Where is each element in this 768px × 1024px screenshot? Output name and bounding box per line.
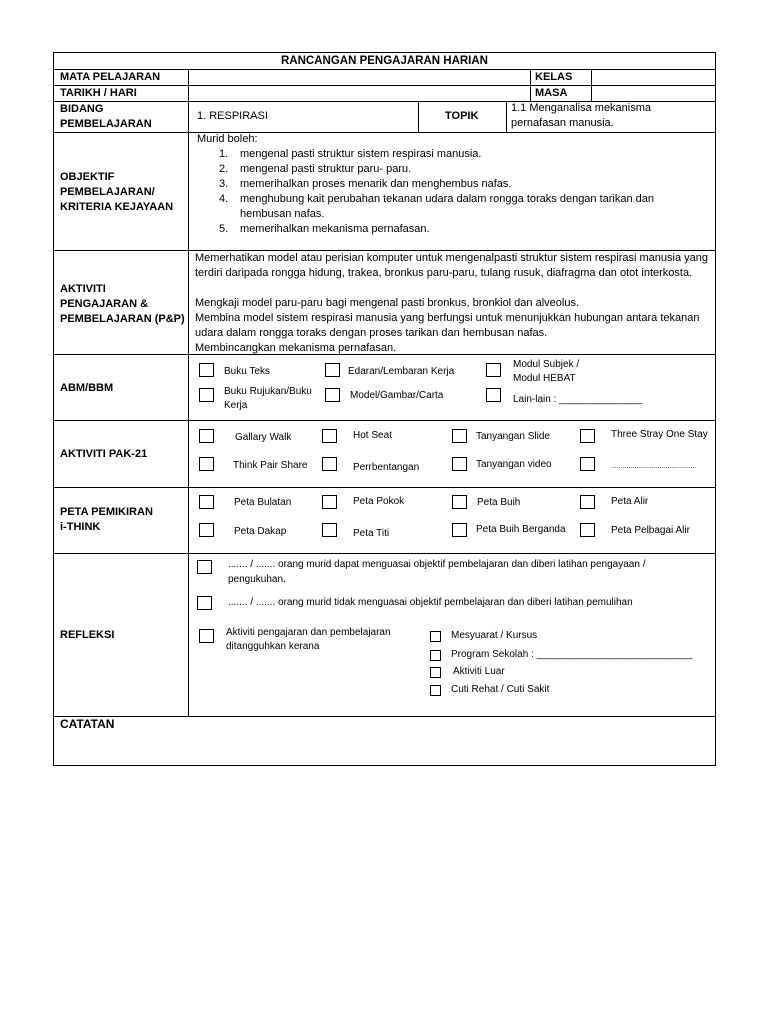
lesson-plan-form xyxy=(53,52,716,766)
cuti-checkbox[interactable] xyxy=(430,685,441,696)
perrbentangan-option: Perrbentangan xyxy=(353,462,420,473)
list-item: 3. memerihalkan proses menarik dan menghembus nafas. xyxy=(219,178,512,190)
think-pair-checkbox[interactable] xyxy=(199,457,214,471)
program-option[interactable]: Program Sekolah : ____________________________ xyxy=(451,649,693,660)
buku-teks-option: Buku Teks xyxy=(224,366,270,377)
peta-pelbagai-alir-checkbox[interactable] xyxy=(580,523,595,537)
three-stray-option: Three Stray One Stay xyxy=(611,429,708,440)
tayangan-video-checkbox[interactable] xyxy=(452,457,467,471)
gallery-walk-option: Gallary Walk xyxy=(235,432,292,443)
other-pak21-checkbox[interactable] xyxy=(580,457,595,471)
page-title: RANCANGAN PENGAJARAN HARIAN xyxy=(280,55,488,67)
column-divider xyxy=(188,69,189,716)
program-checkbox[interactable] xyxy=(430,650,441,661)
catatan-label: CATATAN xyxy=(60,717,115,731)
peta-dakap-option: Peta Dakap xyxy=(234,526,287,537)
topik-value: 1.1 Menganalisa mekanisma xyxy=(511,102,652,114)
objektif-intro: Murid boleh: xyxy=(197,133,258,145)
ithink-label: PETA PEMIKIRAN xyxy=(60,506,153,518)
row-divider xyxy=(54,716,715,717)
objektif-label: KRITERIA KEJAYAAN xyxy=(60,201,174,213)
aktiviti-paragraph: Mengkaji model paru-paru bagi mengenal pasti bronkus, bronkiol dan alveolus. xyxy=(195,297,580,309)
refleksi-tidak-menguasai-checkbox[interactable] xyxy=(197,596,212,610)
objektif-list xyxy=(197,147,707,237)
ditangguhkan-checkbox[interactable] xyxy=(199,629,214,643)
buku-rujukan-option: Buku Rujukan/Buku xyxy=(224,386,312,397)
aktiviti-paragraph: Membina model sistem respirasi manusia yang berfungsi untuk menunjukkan hubungan antara tekanan udara dalam rongga toraks dengan proses tarikan dan hembusan nafas. xyxy=(195,312,700,339)
peta-titi-checkbox[interactable] xyxy=(322,523,337,537)
buku-rujukan-option: Kerja xyxy=(224,400,248,411)
peta-buih-checkbox[interactable] xyxy=(452,495,467,509)
tarikh-label: TARIKH / HARI xyxy=(60,87,137,99)
peta-titi-option: Peta Titi xyxy=(353,528,390,539)
cuti-option: Cuti Rehat / Cuti Sakit xyxy=(451,684,550,695)
ditangguhkan-text: Aktiviti pengajaran dan pembelajaran xyxy=(226,627,391,638)
aktiviti-paragraph: Memerhatikan model atau perisian komputer untuk mengenalpasti struktur sistem respirasi manusia yang terdiri daripada rongga hidung, trakea, bronkus paru-paru, tulang rusuk, diafragma dan otot interkosta. xyxy=(195,252,708,279)
edaran-checkbox[interactable] xyxy=(325,363,340,377)
hot-seat-option: Hot Seat xyxy=(353,430,392,441)
refleksi-menguasai-text: pengukuhan. xyxy=(228,574,286,585)
peta-buih-berganda-checkbox[interactable] xyxy=(452,523,467,537)
lain-option[interactable]: Lain-lain : _______________ xyxy=(513,394,643,405)
row-divider xyxy=(54,132,715,133)
kelas-label: KELAS xyxy=(535,71,573,83)
peta-buih-option: Peta Buih xyxy=(477,497,521,508)
column-divider xyxy=(530,69,531,101)
peta-pokok-option: Peta Pokok xyxy=(353,496,405,507)
topik-value: pernafasan manusia. xyxy=(511,117,614,129)
abm-label: ABM/BBM xyxy=(60,382,114,394)
aktiviti-paragraph: Membincangkan mekanisma pernafasan. xyxy=(195,342,397,354)
column-divider xyxy=(591,69,592,101)
buku-rujukan-checkbox[interactable] xyxy=(199,388,214,402)
peta-buih-berganda-option: Peta Buih Berganda xyxy=(476,524,566,535)
aktiviti-luar-checkbox[interactable] xyxy=(430,667,441,678)
row-divider xyxy=(54,487,715,488)
refleksi-menguasai-checkbox[interactable] xyxy=(197,560,212,574)
modul-option: Modul HEBAT xyxy=(513,373,576,384)
three-stray-checkbox[interactable] xyxy=(580,429,595,443)
peta-bulatan-checkbox[interactable] xyxy=(199,495,214,509)
aktiviti-label: PEMBELAJARAN (P&P) xyxy=(60,313,185,325)
column-divider xyxy=(506,101,507,132)
ithink-label: i-THINK xyxy=(60,521,101,533)
bidang-value: 1. RESPIRASI xyxy=(197,110,268,122)
masa-label: MASA xyxy=(535,87,568,99)
aktiviti-luar-option: Aktiviti Luar xyxy=(453,666,505,677)
perrbentangan-checkbox[interactable] xyxy=(322,457,337,471)
catatan-field[interactable] xyxy=(56,733,712,763)
modul-checkbox[interactable] xyxy=(486,363,501,377)
aktiviti-label: PENGAJARAN & xyxy=(60,298,149,310)
list-item: 5. memerihalkan mekanisma pernafasan. xyxy=(219,223,430,235)
hot-seat-checkbox[interactable] xyxy=(322,429,337,443)
think-pair-option: Think Pair Share xyxy=(233,460,308,471)
buku-teks-checkbox[interactable] xyxy=(199,363,214,377)
list-item: 2. mengenal pasti struktur paru- paru. xyxy=(219,163,412,175)
pak21-label: AKTIVITI PAK-21 xyxy=(60,448,148,460)
peta-bulatan-option: Peta Bulatan xyxy=(234,497,292,508)
peta-dakap-checkbox[interactable] xyxy=(199,523,214,537)
aktiviti-label: AKTIVITI xyxy=(60,283,106,295)
mesyuarat-checkbox[interactable] xyxy=(430,631,441,642)
tayangan-video-option: Tanyangan video xyxy=(476,459,552,470)
tayangan-slide-option: Tanyangan Slide xyxy=(476,431,550,442)
column-divider xyxy=(418,101,419,132)
peta-alir-option: Peta Alir xyxy=(611,496,649,507)
other-pak21-field[interactable]: ............................................ xyxy=(611,463,697,470)
mata-pelajaran-label: MATA PELAJARAN xyxy=(60,71,161,83)
model-option: Model/Gambar/Carta xyxy=(350,390,444,401)
refleksi-menguasai-text: ....... / ....... orang murid dapat menguasai objektif pembelajaran dan diberi latihan pengayaan / xyxy=(228,559,646,570)
modul-option: Modul Subjek / xyxy=(513,359,580,370)
objektif-label: PEMBELAJARAN/ xyxy=(60,186,155,198)
edaran-option: Edaran/Lembaran Kerja xyxy=(348,366,455,377)
peta-pelbagai-alir-option: Peta Pelbagai Alir xyxy=(611,525,690,536)
gallery-walk-checkbox[interactable] xyxy=(199,429,214,443)
ditangguhkan-text: ditangguhkan kerana xyxy=(226,641,320,652)
topik-label: TOPIK xyxy=(445,110,479,122)
mesyuarat-option: Mesyuarat / Kursus xyxy=(451,630,538,641)
peta-pokok-checkbox[interactable] xyxy=(322,495,337,509)
bidang-label: BIDANG xyxy=(60,103,104,115)
refleksi-tidak-menguasai-text: ....... / ....... orang murid tidak menguasai objektif pembelajaran dan diberi latihan pemulihan xyxy=(228,597,633,608)
list-item: 1. mengenal pasti struktur sistem respirasi manusia. xyxy=(219,148,482,160)
lain-checkbox[interactable] xyxy=(486,388,501,402)
refleksi-label: REFLEKSI xyxy=(60,629,115,641)
tayangan-slide-checkbox[interactable] xyxy=(452,429,467,443)
row-divider xyxy=(54,553,715,554)
model-checkbox[interactable] xyxy=(325,388,340,402)
list-item: 4. menghubung kait perubahan tekanan udara dalam rongga toraks dengan tarikan dan hembusan nafas. xyxy=(219,193,655,220)
objektif-label: OBJEKTIF xyxy=(60,171,115,183)
peta-alir-checkbox[interactable] xyxy=(580,495,595,509)
row-divider xyxy=(54,85,715,86)
row-divider xyxy=(54,420,715,421)
bidang-label: PEMBELAJARAN xyxy=(60,118,152,130)
